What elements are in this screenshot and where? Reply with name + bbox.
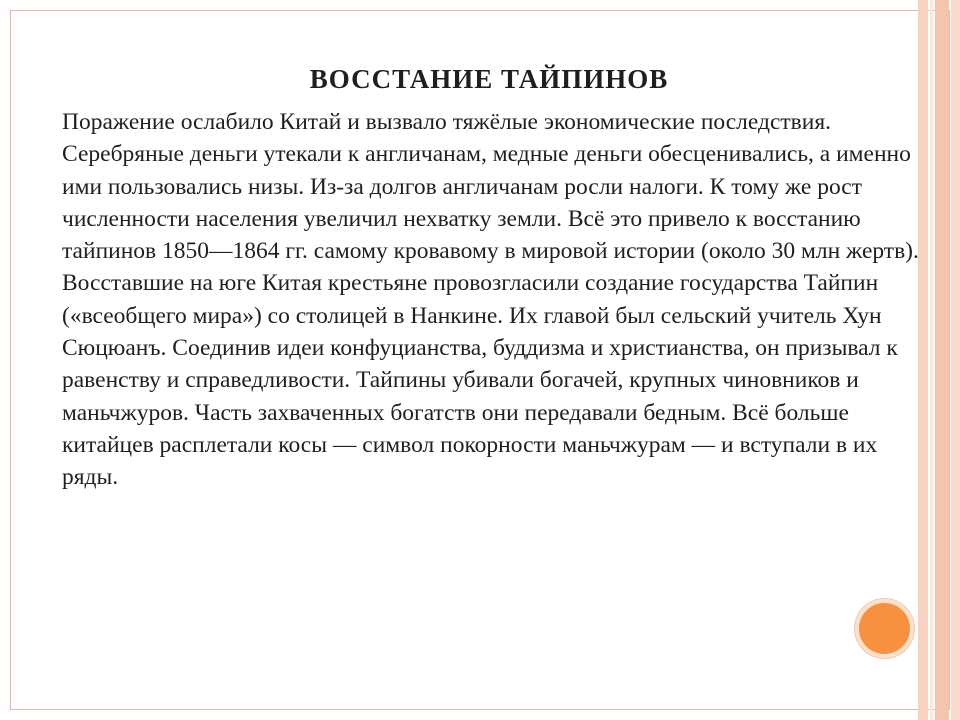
decorative-stripe (935, 0, 949, 720)
paragraph-uprising: Восставшие на юге Китая крестьяне провозгласили создание государства Тайпин («всеобщего мира») со столицей в Нанкине. Их главой был сельский учитель Хун Сюцюанъ. Соединив идеи конфуцианства, буддизма и христианства, он призывал к равенству и справедливости. Тайпины убивали богачей, крупных чиновников и маньчжуров. Часть захваченных богатств они передавали бедным. Всё больше китайцев расплетали косы — символ покорности маньчжурам — и вступали в их ряды. (62, 270, 898, 491)
slide-title: ВОССТАНИЕ ТАЙПИНОВ (309, 64, 669, 94)
decorative-stripe (951, 0, 960, 720)
decorative-stripe (930, 0, 933, 720)
slide-body-text (62, 106, 922, 494)
paragraph-causes: Поражение ослабило Китай и вызвало тяжёлые экономические последствия. Серебряные деньги утекали к англичанам, медные деньги обесценивались, а именно ими пользовались низы. Из-за долгов англичанам росли налоги. К тому же рост численности населения увеличил нехватку земли. Всё это привело к восстанию тайпинов 1850—1864 гг. самому кровавому в мировой истории (около 30 млн жертв). (62, 109, 919, 265)
decorative-orange-circle (855, 599, 914, 658)
